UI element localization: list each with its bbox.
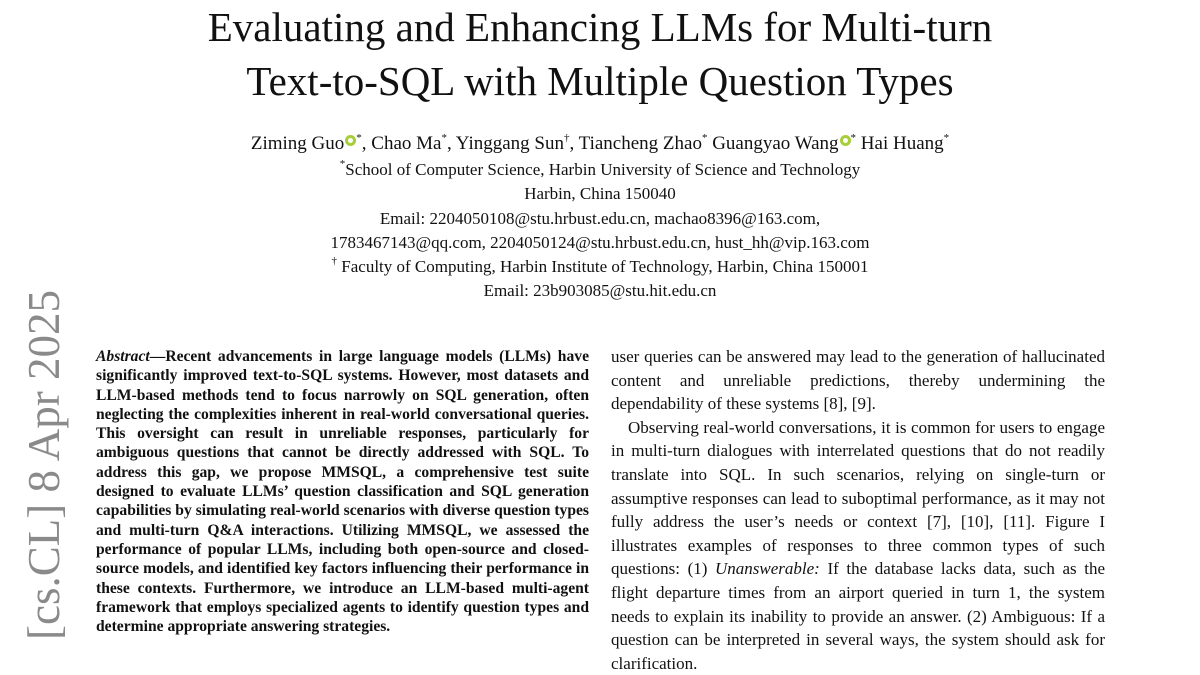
affiliation-line-2: Harbin, China 150040: [524, 184, 676, 204]
body-term: Unanswerable:: [715, 559, 820, 579]
affiliation-line-1: [0, 158, 1200, 182]
email-line-2: 1783467143@qq.com, 2204050124@stu.hrbust.edu.cn, hust_hh@vip.163.com: [330, 232, 870, 252]
body-text: Observing real-world conversations, it is common for users to engage in multi-turn dialogues with interrelated questions that do not readily translate into SQL. In such scenarios, relying on single-turn or assumptive responses can lead to suboptimal performance, as it may not fully address the user’s needs or context [7], [10], [11]. Figure I illustrates examples of responses to three common types of such questions: (1): [611, 417, 1105, 579]
affiliation-mark: *: [339, 158, 346, 170]
author-separator: ,: [569, 133, 579, 154]
author-separator: ,: [361, 133, 372, 154]
affiliation-mark: †: [331, 255, 338, 268]
author-mark: *: [356, 132, 362, 144]
author-name: Guangyao Wang: [712, 133, 839, 154]
orcid-icon[interactable]: [840, 135, 851, 146]
author-name: Yinggang Sun: [455, 133, 564, 154]
author-mark: †: [563, 132, 570, 144]
author-name: Ziming Guo: [250, 133, 345, 154]
author-name: Hai Huang: [860, 133, 944, 154]
body-paragraph-1: user queries can be answered may lead to the generation of hallucinated content and unreliable predictions, thereby undermining the dependability of these systems [8], [9].: [611, 347, 1105, 414]
body-paragraph-2: [611, 416, 1105, 675]
author-mark: *: [850, 132, 857, 144]
abstract: [96, 347, 589, 636]
affiliation-text: School of Computer Science, Harbin University of Science and Technology: [345, 160, 861, 179]
body-column: [611, 345, 1105, 675]
author-mark: *: [943, 132, 950, 144]
author-list: [0, 132, 1200, 156]
author-mark: *: [441, 132, 447, 144]
body-text: If the database lacks data, such as the flight departure times from an airport queried in turn 1, the system needs to explain its inability to provide an answer. (2) Ambiguous: If a question can be interpreted in several ways, the system should ask for clarification.: [611, 559, 1105, 673]
abstract-label: Abstract: [96, 348, 150, 365]
arxiv-stamp: [cs.CL] 8 Apr 2025: [19, 290, 69, 640]
author-separator: ,: [446, 133, 456, 154]
author-name: Chao Ma: [371, 133, 442, 154]
email-line-3: Email: 23b903085@stu.hit.edu.cn: [483, 281, 717, 301]
paper-title: [0, 0, 1200, 108]
abstract-text: —Recent advancements in large language models (LLMs) have significantly improved text-to-SQL systems. However, most datasets and LLM-based methods tend to focus narrowly on SQL generation, often neglecting the complexities inherent in real-world conversational queries. This oversight can result in unreliable responses, particularly for ambiguous questions that cannot be directly addressed with SQL. To address this gap, we propose MMSQL, a comprehensive test suite designed to evaluate LLMs’ question classification and SQL generation capabilities by simulating real-world scenarios with diverse question types and multi-turn Q&A interactions. Utilizing MMSQL, we assessed the performance of popular LLMs, including both open-source and closed-source models, and identified key factors influencing their performance in these contexts. Furthermore, we introduce an LLM-based multi-agent framework that employs specialized agents to identify question types and determine appropriate answering strategies.: [96, 348, 589, 636]
title-line-2: Text-to-SQL with Multiple Question Types: [246, 58, 954, 104]
affiliation-line-3: [0, 255, 1200, 279]
email-line-1: Email: 2204050108@stu.hrbust.edu.cn, machao8396@163.com,: [379, 208, 821, 228]
orcid-icon[interactable]: [345, 135, 356, 146]
affiliation-text: Faculty of Computing, Harbin Institute of Technology, Harbin, China 150001: [337, 257, 869, 277]
author-mark: *: [701, 132, 708, 144]
title-line-1: Evaluating and Enhancing LLMs for Multi-turn: [207, 4, 993, 50]
author-name: Tiancheng Zhao: [578, 133, 702, 154]
affiliations: [0, 158, 1200, 304]
